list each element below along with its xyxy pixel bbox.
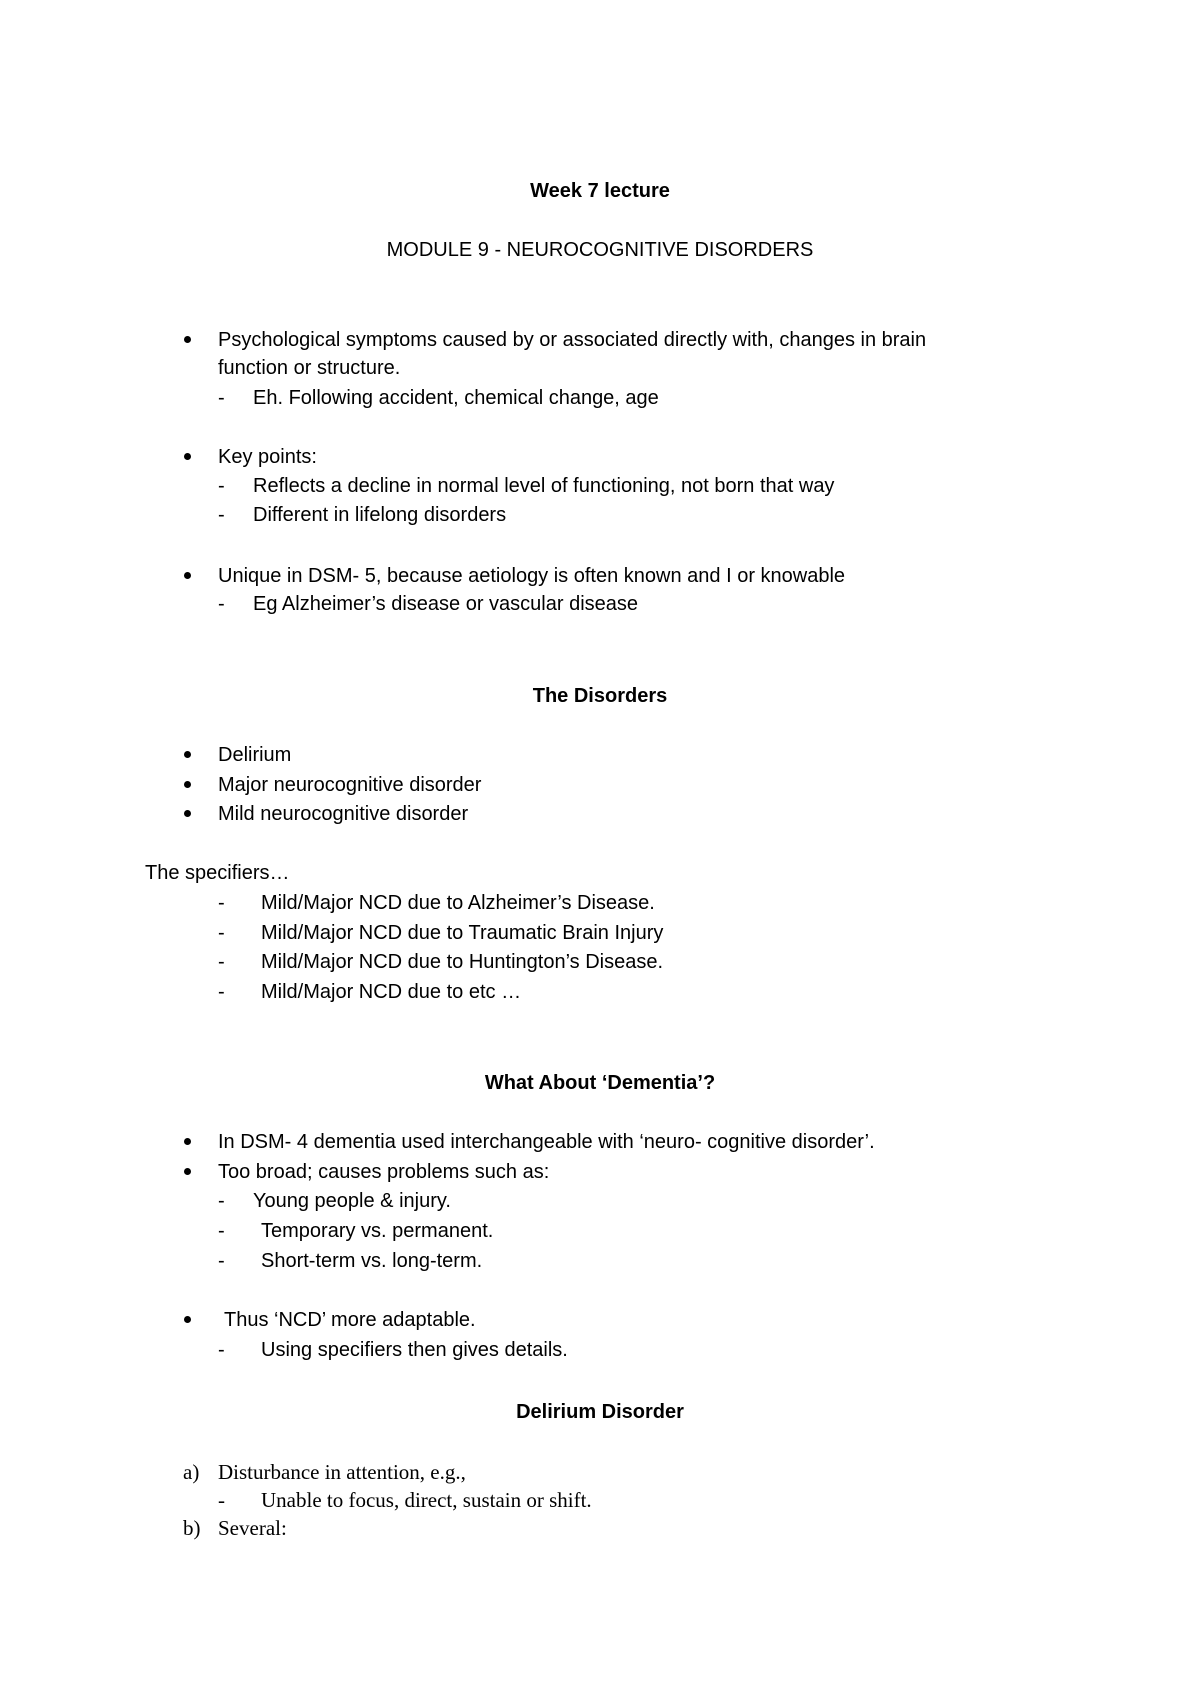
dash-marker: - (218, 1339, 225, 1361)
dementia-bullet-2-sub: Temporary vs. permanent. (261, 1220, 494, 1242)
bullet-icon (184, 810, 191, 817)
intro-bullet-3: Unique in DSM- 5, because aetiology is often known and I or knowable (218, 565, 846, 587)
dementia-bullet-3-sub: Using specifiers then gives details. (261, 1339, 568, 1361)
bullet-icon (184, 1316, 191, 1323)
dash-marker: - (218, 1488, 225, 1512)
bullet-icon (184, 1168, 191, 1175)
bullet-icon (184, 453, 191, 460)
dash-marker: - (218, 504, 225, 526)
intro-bullet-2-sub-1: Reflects a decline in normal level of functioning, not born that way (253, 475, 835, 497)
disorder-item: Mild neurocognitive disorder (218, 803, 469, 825)
specifiers-label: The specifiers… (145, 862, 290, 884)
bullet-icon (184, 751, 191, 758)
intro-bullet-3-sub-1: Eg Alzheimer’s disease or vascular disease (253, 593, 639, 615)
dash-marker: - (218, 593, 225, 615)
delirium-item-a-sub: Unable to focus, direct, sustain or shift. (261, 1488, 592, 1512)
disorder-item: Major neurocognitive disorder (218, 774, 482, 796)
dash-marker: - (218, 475, 225, 497)
module-title: MODULE 9 - NEUROCOGNITIVE DISORDERS (386, 239, 814, 261)
bullet-icon (184, 336, 191, 343)
disorder-item: Delirium (218, 744, 292, 766)
intro-bullet-1-line-1: Psychological symptoms caused by or associated directly with, changes in brain (218, 329, 927, 351)
dementia-bullet-3: Thus ‘NCD’ more adaptable. (224, 1309, 476, 1331)
bullet-icon (184, 781, 191, 788)
dash-marker: - (218, 387, 225, 409)
dash-marker: - (218, 1250, 225, 1272)
dash-marker: - (218, 951, 225, 973)
intro-bullet-1-line-2: function or structure. (218, 357, 401, 379)
specifier-item: Mild/Major NCD due to Traumatic Brain Injury (261, 922, 664, 944)
dash-marker: - (218, 981, 225, 1003)
bullet-icon (184, 572, 191, 579)
specifier-item: Mild/Major NCD due to Alzheimer’s Disease. (261, 892, 655, 914)
specifier-item: Mild/Major NCD due to etc … (261, 981, 522, 1003)
dementia-bullet-2-sub: Short-term vs. long-term. (261, 1250, 483, 1272)
dementia-bullet-2: Too broad; causes problems such as: (218, 1161, 550, 1183)
bullet-icon (184, 1138, 191, 1145)
intro-bullet-2: Key points: (218, 446, 317, 468)
dash-marker: - (218, 1190, 225, 1212)
specifier-item: Mild/Major NCD due to Huntington’s Disease. (261, 951, 664, 973)
disorders-title: The Disorders (532, 685, 668, 707)
list-marker-a: a) (183, 1460, 200, 1484)
dementia-bullet-2-sub: Young people & injury. (253, 1190, 451, 1212)
week-title: Week 7 lecture (530, 180, 670, 202)
delirium-item-a: Disturbance in attention, e.g., (218, 1460, 466, 1484)
dash-marker: - (218, 1220, 225, 1242)
dementia-bullet-1: In DSM- 4 dementia used interchangeable with ‘neuro- cognitive disorder’. (218, 1131, 875, 1153)
delirium-item-b: Several: (218, 1516, 287, 1540)
dash-marker: - (218, 922, 225, 944)
dementia-title: What About ‘Dementia’? (484, 1072, 716, 1094)
list-marker-b: b) (183, 1516, 201, 1540)
intro-bullet-2-sub-2: Different in lifelong disorders (253, 504, 507, 526)
intro-bullet-1-sub-1: Eh. Following accident, chemical change, age (253, 387, 659, 409)
delirium-title: Delirium Disorder (516, 1401, 684, 1423)
dash-marker: - (218, 892, 225, 914)
